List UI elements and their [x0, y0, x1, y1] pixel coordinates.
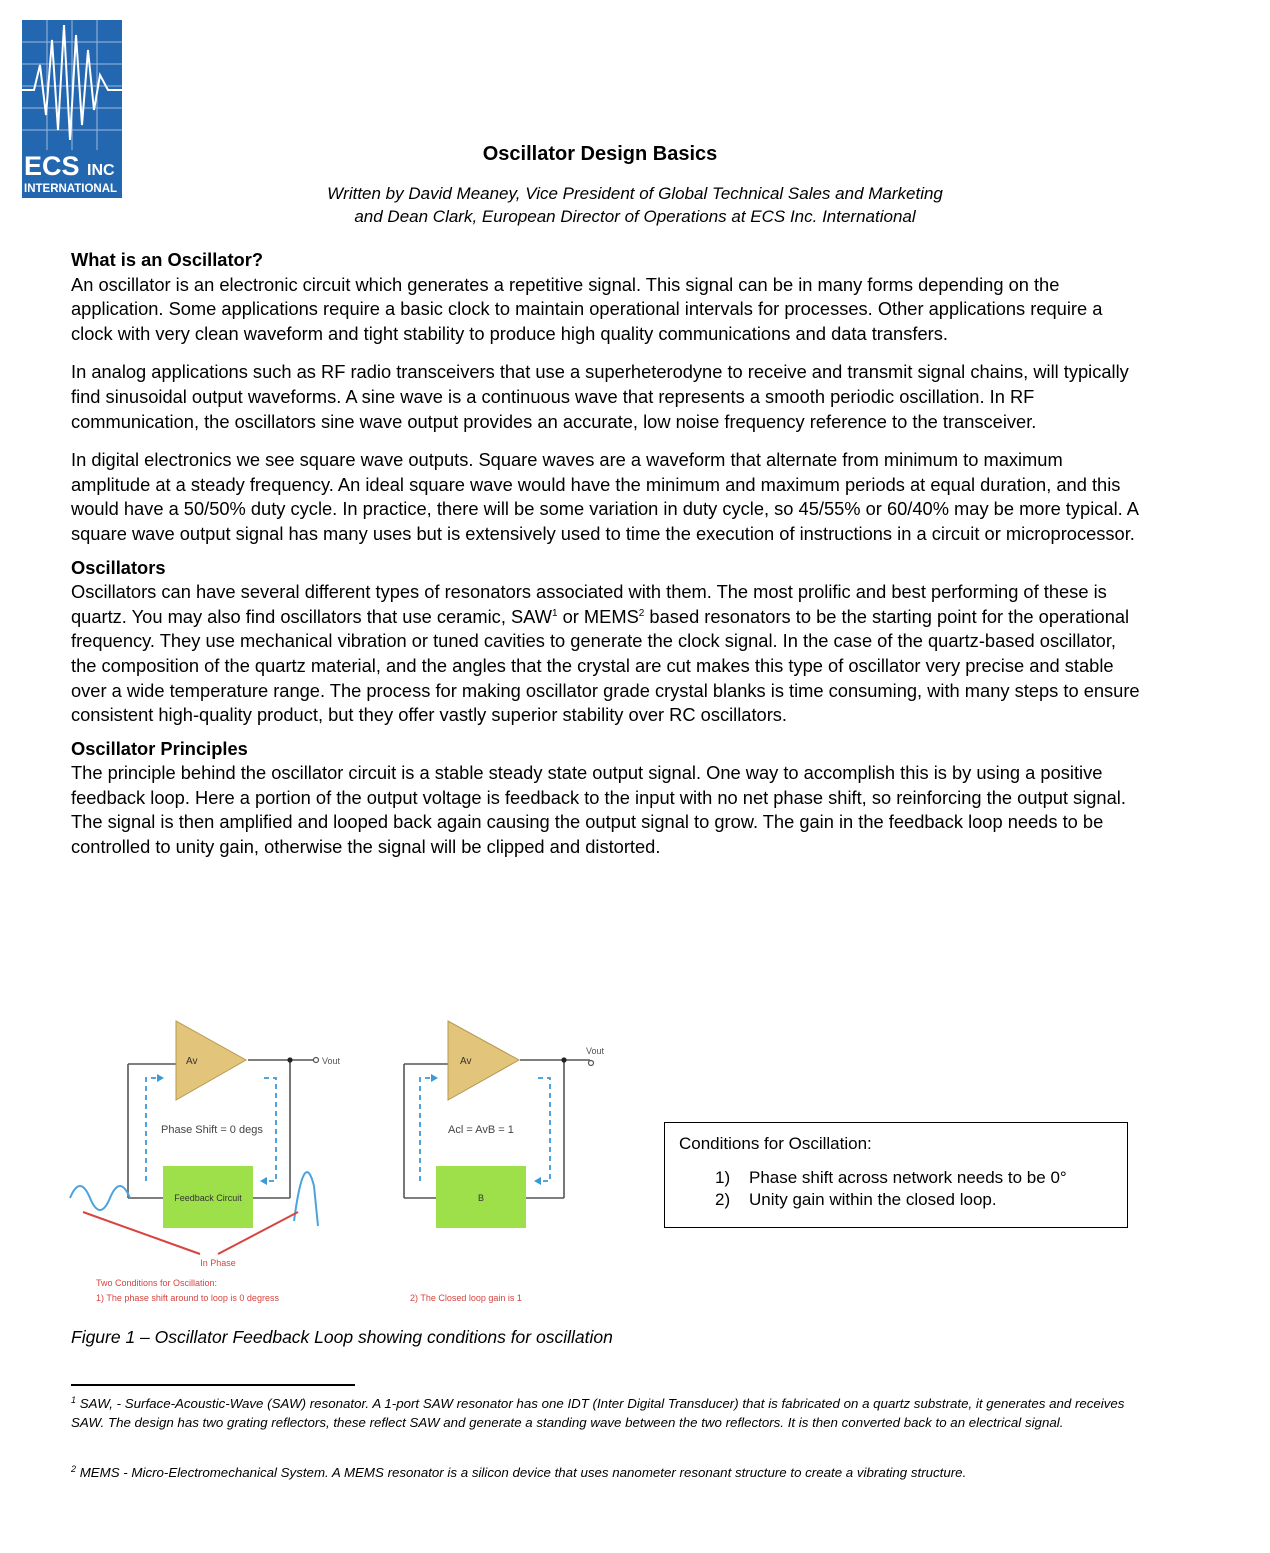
heading-oscillator-principles: Oscillator Principles	[71, 737, 248, 759]
right-vout-label: Vout	[586, 1046, 605, 1056]
beta-label: B	[477, 1193, 485, 1203]
conditions-title: Conditions for Oscillation:	[679, 1134, 872, 1153]
footnote-2: $^2$ MEMS - Micro-Electromechanical System. A MEMS resonator is a silicon device that uses nanometer resonant structure to create a vibrating structure.	[71, 1464, 967, 1480]
feedback-loop-diagram-phase	[68, 1016, 341, 1306]
feedback-circuit-label: Feedback Circuit	[174, 1193, 242, 1203]
condition-2-label: 2) The Closed loop gain is 1	[410, 1293, 522, 1303]
amplifier-triangle	[448, 1021, 519, 1100]
amplifier-label: Av	[460, 1056, 472, 1067]
list-item: 1) Phase shift across network needs to be 0°	[715, 1168, 1067, 1187]
logo-sub-text: INTERNATIONAL	[24, 183, 118, 195]
paragraph-what-2: In analog applications such as RF radio transceivers that use a superheterodyne to receive and transmit signal chains, will typically find sinusoidal output waveforms. A sine wave is a continuous wave that represents a smooth periodic oscillation. In RF communication, the oscillators sine wave output provides an accurate, low noise frequency reference to the transceiver.	[71, 361, 1129, 432]
byline-line-1: Written by David Meaney, Vice President of Global Technical Sales and Marketing	[327, 184, 943, 203]
paragraph-oscillators: Oscillators can have several different types of resonators associated with them. The most prolific and best performing of these is quartz. You may also find oscillators that use ceramic, SAW$^1$ or MEMS$^2$ based resonators to be the starting point for the operational frequency. They use mechanical vibration or tuned cavities to generate the clock signal. In the case of the quartz-based oscillator, the composition of the quartz material, and the angles that the crystal are cut makes this type of oscillator very precise and stable over a wide temperature range. The process for making oscillator grade crystal blanks is time consuming, with many steps to ensure consistent high-quality product, but they offer vastly superior stability over RC oscillators.	[71, 581, 1140, 726]
condition-1-label: 1) The phase shift around to loop is 0 degress	[96, 1293, 279, 1303]
page-title: Oscillator Design Basics	[482, 143, 718, 165]
heading-oscillators: Oscillators	[71, 556, 166, 578]
list-item: 2) Unity gain within the closed loop.	[715, 1190, 997, 1209]
footnote-1: $^1$ SAW, - Surface-Acoustic-Wave (SAW) resonator. A 1-port SAW resonator has one IDT (Inter Digital Transducer) that is fabricated on a quartz substrate, it generates and receives SAW. The design has two grating reflectors, these reflect SAW and generate a standing wave between the two reflectors. It is then converted back to an electrical signal.	[71, 1395, 1125, 1430]
phase-shift-label: Phase Shift = 0 degs	[161, 1124, 263, 1136]
logo-main-text: ECS	[24, 151, 80, 181]
footnote-ref-1: 1	[551, 607, 558, 619]
ecs-logo	[22, 20, 122, 198]
in-phase-label: In Phase	[200, 1258, 236, 1268]
footnote-ref-2: 2	[638, 607, 645, 619]
heading-what-is-oscillator: What is an Oscillator?	[71, 249, 263, 270]
closed-loop-gain-label: Acl = AvB = 1	[448, 1124, 514, 1136]
byline-line-2: and Dean Clark, European Director of Operations at ECS Inc. International	[354, 207, 916, 226]
figure-caption: Figure 1 – Oscillator Feedback Loop showing conditions for oscillation	[71, 1327, 613, 1347]
paragraph-what-1: An oscillator is an electronic circuit which generates a repetitive signal. This signal can be in many forms depending on the application. Some applications require a basic clock to maintain operational intervals for processes. Other applications require a clock with very clean waveform and tight stability to produce high quality communications and data transfers.	[71, 273, 1103, 344]
left-vout-label: Vout	[322, 1056, 341, 1066]
paragraph-what-3: In digital electronics we see square wave outputs. Square waves are a waveform that alternate from minimum to maximum amplitude at a steady frequency. An ideal square wave would have the minimum and maximum periods at equal duration, and this would have a 50/50% duty cycle. In practice, there will be some variation in duty cycle, so 45/55% or 60/40% may be more typical. A square wave output signal has many uses but is extensively used to time the execution of instructions in a circuit or microprocessor.	[71, 449, 1138, 544]
logo-inc-text: INC	[87, 162, 115, 179]
paragraph-principles: The principle behind the oscillator circuit is a stable steady state output signal. One way to accomplish this is by using a positive feedback loop. Here a portion of the output voltage is feedback to the input with no net phase shift, so reinforcing the output signal. The signal is then amplified and looped back again causing the output signal to grow. The gain in the feedback loop needs to be controlled to unity gain, otherwise the signal will be clipped and distorted.	[71, 762, 1126, 858]
input-sine-wave	[70, 1186, 130, 1210]
feedback-loop-diagram-gain	[398, 1016, 616, 1306]
footnote-divider	[71, 1384, 355, 1386]
conditions-for-oscillation-box	[664, 1122, 1128, 1228]
article-body	[71, 248, 1141, 874]
conditions-list	[679, 1168, 1113, 1210]
amplifier-label: Av	[186, 1056, 198, 1067]
output-sine-wave	[294, 1172, 318, 1226]
two-conditions-title: Two Conditions for Oscillation:	[96, 1278, 218, 1288]
